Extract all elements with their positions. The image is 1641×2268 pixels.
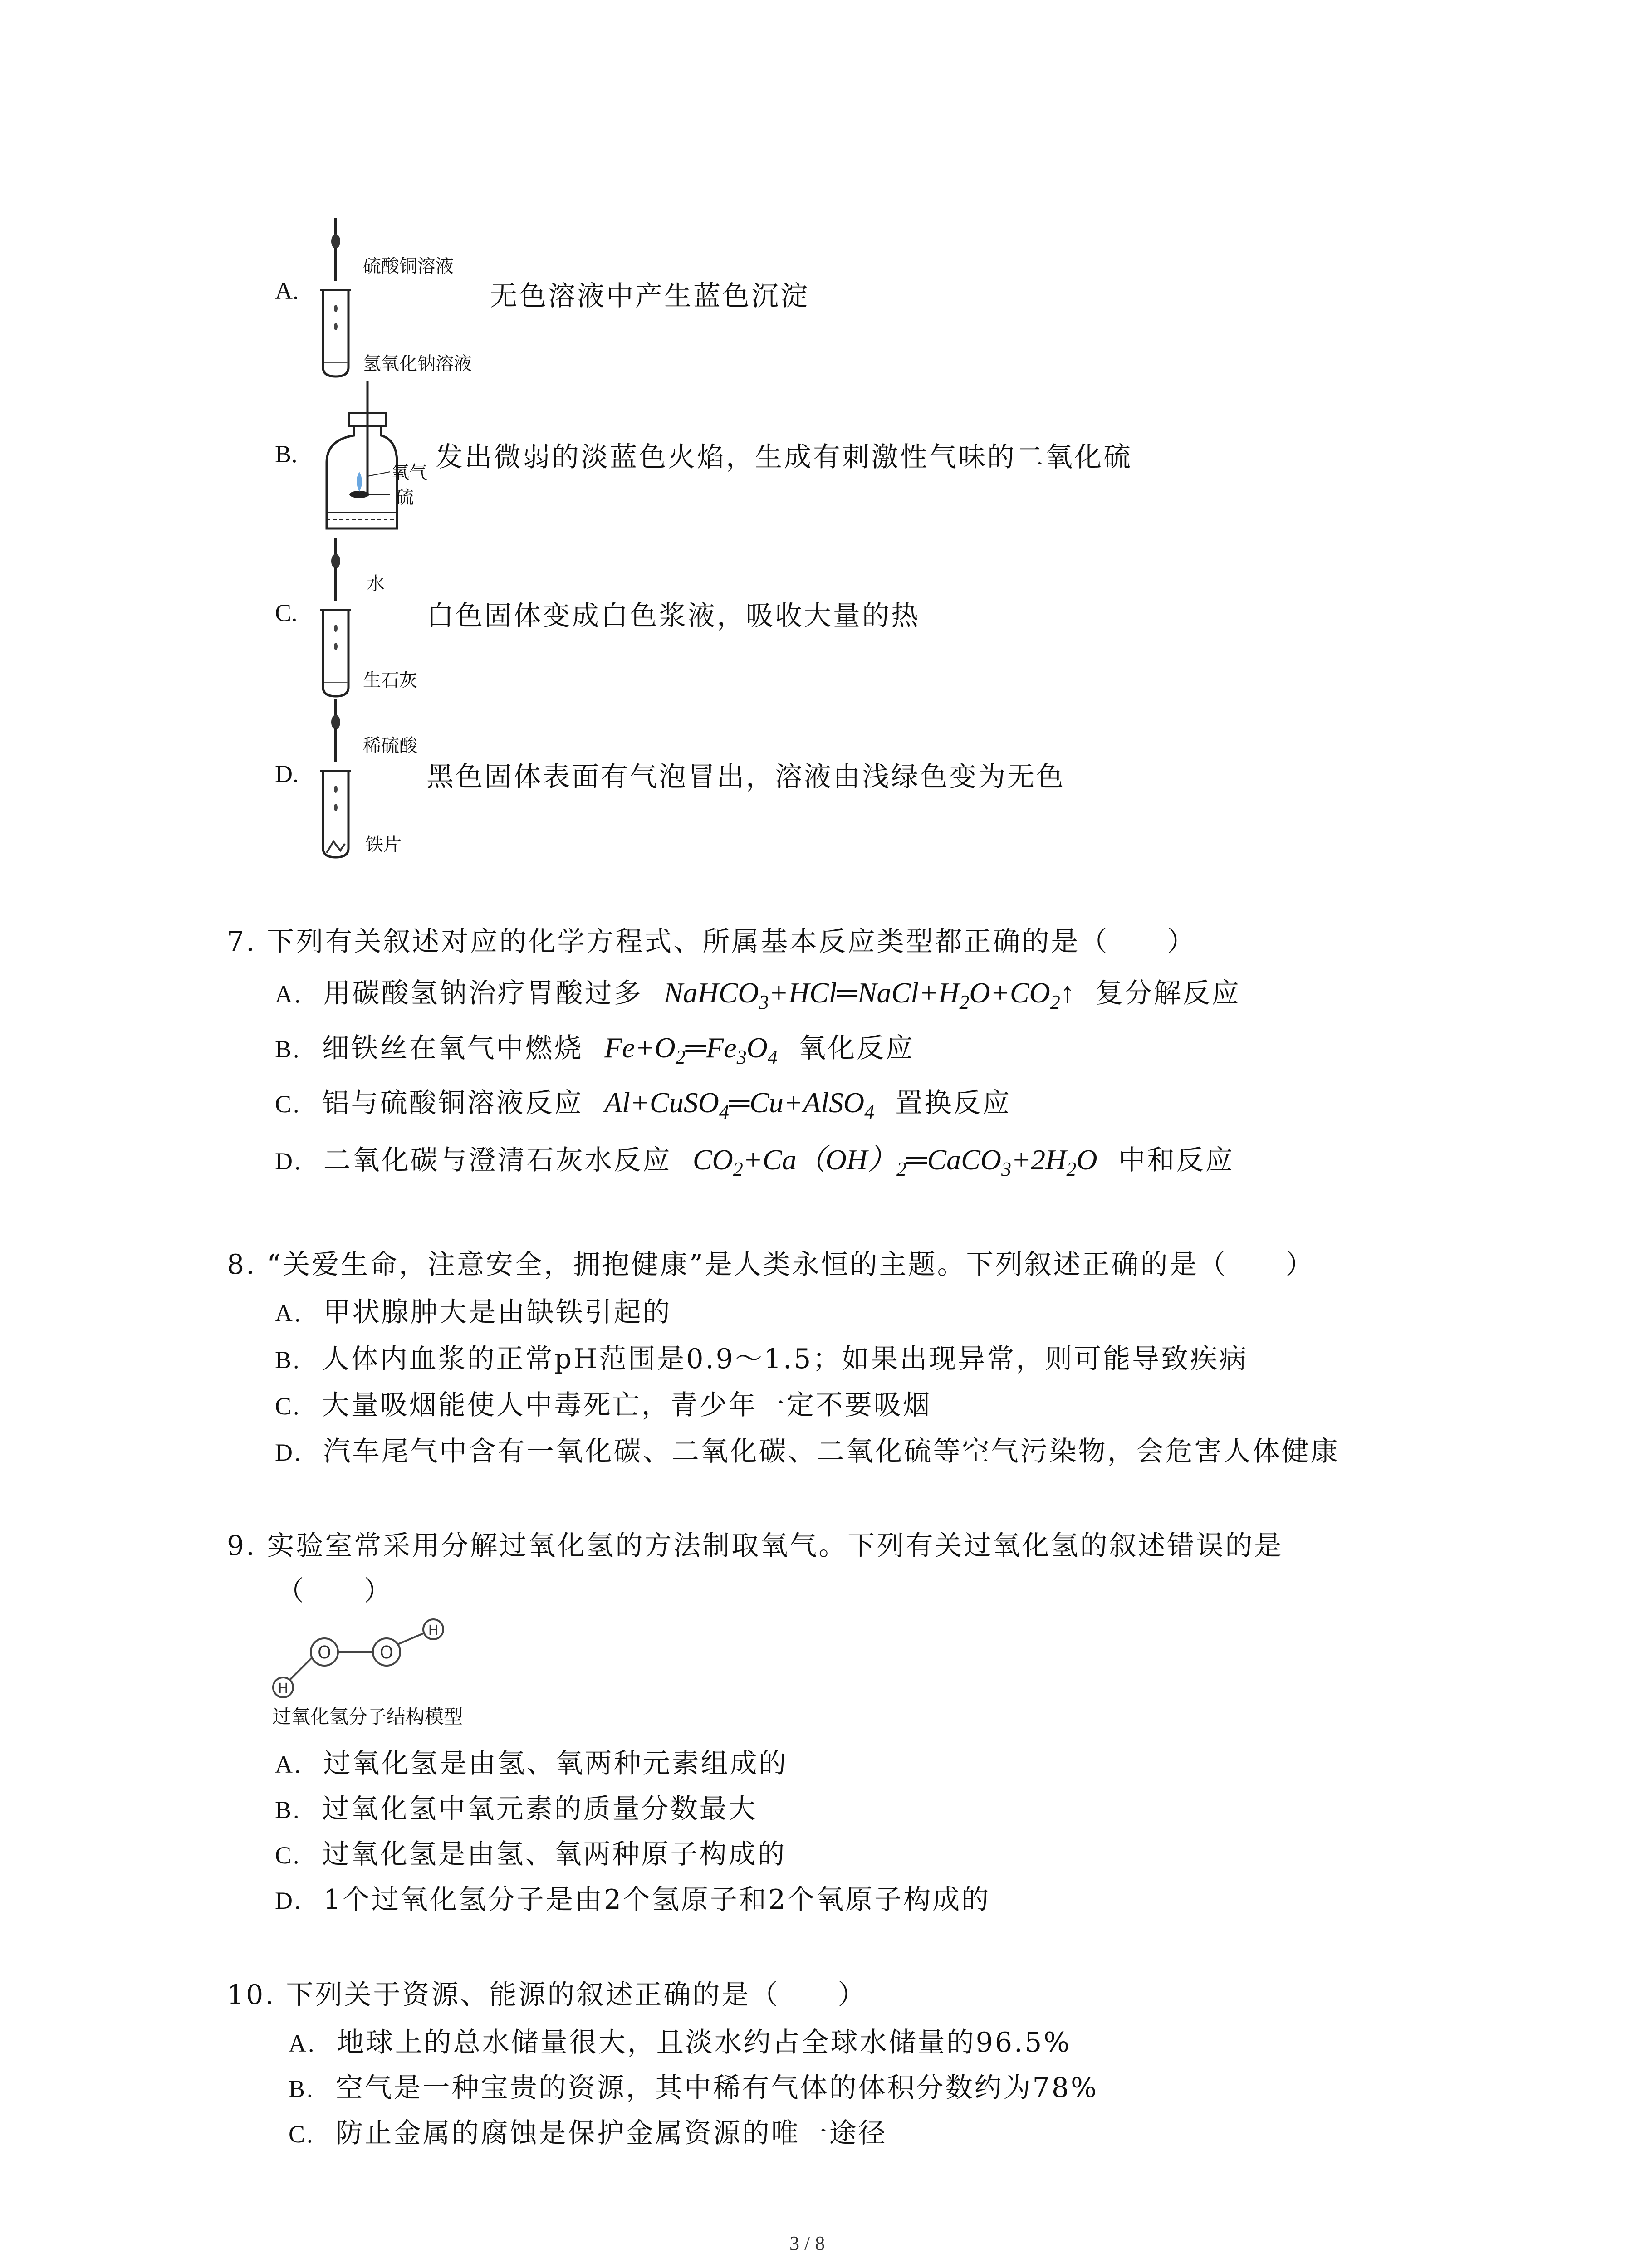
- q7-option-a-desc: 用碳酸氢钠治疗胃酸过多: [323, 978, 643, 1009]
- q10-option-a-text: 地球上的总水储量很大，且淡水约占全球水储量的96.5%: [337, 2027, 1072, 2058]
- question-10-stem: 10. 下列关于资源、能源的叙述正确的是（ ）: [227, 1979, 867, 2011]
- q8-option-b-text: 人体内血浆的正常pH范围是0.9～1.5；如果出现异常，则可能导致疾病: [322, 1343, 1249, 1375]
- option-letter-6b: B.: [275, 440, 298, 468]
- question-9-stem-paren: （ ）: [277, 1575, 393, 1607]
- option-letter-6a: A.: [275, 277, 299, 304]
- q9-option-a: [275, 1742, 788, 1781]
- q8-option-a: [275, 1290, 672, 1330]
- q7-option-d: [275, 1136, 1234, 1181]
- q7-option-c: [275, 1081, 1011, 1124]
- atom-h-2: H: [278, 1681, 289, 1696]
- label-dilute-sulfuric-acid: 稀硫酸: [363, 735, 417, 756]
- q7-option-b-equation: $Fe+O_2═Fe_3O_4$: [604, 1031, 778, 1068]
- q7-option-a-equation: $NaHCO_3+HCl═NaCl+H_2O+CO_2↑$: [663, 977, 1075, 1013]
- question-9-stem: 9. 实验室常采用分解过氧化氢的方法制取氧气。下列有关过氧化氢的叙述错误的是: [227, 1530, 1283, 1562]
- q9-option-a-text: 过氧化氢是由氢、氧两种元素组成的: [323, 1748, 788, 1779]
- label-sodium-hydroxide: 氢氧化钠溶液: [363, 353, 472, 374]
- q9-option-b-text: 过氧化氢中氧元素的质量分数最大: [322, 1793, 758, 1825]
- q7-option-a: [275, 972, 1241, 1014]
- q9-option-d-letter: D.: [275, 1887, 303, 1914]
- q7-option-b-type: 氧化反应: [798, 1032, 915, 1064]
- q7-option-b-letter: B.: [275, 1036, 301, 1063]
- question-8-stem: 8. “关爱生命，注意安全，拥抱健康”是人类永恒的主题。下列叙述正确的是（ ）: [227, 1249, 1315, 1281]
- q9-option-d-text: 1个过氧化氢分子是由2个氢原子和2个氧原子构成的: [323, 1884, 991, 1916]
- q10-option-a-letter: A.: [289, 2030, 316, 2057]
- atom-o-2: O: [380, 1642, 393, 1662]
- q8-option-a-text: 甲状腺肿大是由缺铁引起的: [323, 1296, 672, 1328]
- option-text-6c: 白色固体变成白色浆液，吸收大量的热: [426, 600, 920, 632]
- molecule-model-caption: 过氧化氢分子结构模型: [272, 1706, 463, 1728]
- q10-option-c: [289, 2112, 887, 2151]
- dropper-tube-apparatus-c: [313, 538, 367, 701]
- page-number: 3 / 8: [789, 2232, 825, 2254]
- option-text-6d: 黑色固体表面有气泡冒出，溶液由浅绿色变为无色: [426, 761, 1065, 793]
- q9-option-c-text: 过氧化氢是由氢、氧两种原子构成的: [322, 1838, 787, 1870]
- label-sulfur: 硫: [396, 487, 414, 508]
- q7-option-d-letter: D.: [275, 1148, 303, 1175]
- q7-option-b-desc: 细铁丝在氧气中燃烧: [322, 1032, 583, 1064]
- q7-option-b: [275, 1026, 915, 1069]
- q9-option-b-letter: B.: [275, 1796, 301, 1823]
- q7-option-c-desc: 铝与硫酸铜溶液反应: [322, 1087, 583, 1119]
- q10-option-b-text: 空气是一种宝贵的资源，其中稀有气体的体积分数约为78%: [335, 2072, 1099, 2104]
- hydrogen-peroxide-molecule-model: [272, 1615, 463, 1701]
- label-oxygen: 氧气: [391, 462, 427, 483]
- option-text-6b: 发出微弱的淡蓝色火焰，生成有刺激性气味的二氧化硫: [436, 441, 1132, 473]
- q7-option-c-equation: Al+CuSO$_4$═Cu+AlSO$_4$: [604, 1086, 875, 1123]
- q9-option-b: [275, 1787, 758, 1826]
- q8-option-c-text: 大量吸烟能使人中毒死亡，青少年一定不要吸烟: [322, 1389, 932, 1421]
- q7-option-c-type: 置换反应: [895, 1087, 1012, 1119]
- dropper-tube-apparatus-a: [313, 218, 367, 381]
- dropper-tube-apparatus-d: [313, 699, 367, 862]
- q9-option-a-letter: A.: [275, 1751, 303, 1778]
- q8-option-c-letter: C.: [275, 1393, 301, 1420]
- label-copper-sulfate: 硫酸铜溶液: [363, 256, 454, 277]
- q9-option-c: [275, 1833, 787, 1872]
- q8-option-b-letter: B.: [275, 1346, 301, 1374]
- q9-option-c-letter: C.: [275, 1842, 301, 1869]
- q10-option-b: [289, 2066, 1098, 2105]
- atom-h-1: H: [428, 1623, 439, 1638]
- q10-option-a: [289, 2021, 1071, 2060]
- q7-option-c-letter: C.: [275, 1090, 301, 1118]
- q7-option-d-type: 中和反应: [1118, 1144, 1234, 1176]
- question-7-stem: 7. 下列有关叙述对应的化学方程式、所属基本反应类型都正确的是（ ）: [227, 926, 1196, 958]
- q10-option-c-letter: C.: [289, 2121, 315, 2148]
- option-letter-6d: D.: [275, 760, 299, 787]
- q8-option-b: [275, 1337, 1248, 1376]
- q8-option-d: [275, 1430, 1340, 1469]
- label-iron-sheet: 铁片: [365, 834, 402, 855]
- q7-option-a-letter: A.: [275, 981, 303, 1008]
- atom-o-1: O: [318, 1642, 331, 1662]
- label-water: 水: [367, 573, 385, 594]
- q8-option-c: [275, 1383, 932, 1422]
- q7-option-a-type: 复分解反应: [1095, 978, 1241, 1009]
- q10-option-c-text: 防止金属的腐蚀是保护金属资源的唯一途径: [335, 2117, 887, 2149]
- label-quicklime: 生石灰: [363, 670, 417, 691]
- q8-option-d-letter: D.: [275, 1439, 303, 1466]
- q9-option-d: [275, 1878, 990, 1917]
- option-text-6a: 无色溶液中产生蓝色沉淀: [490, 280, 809, 312]
- q10-option-b-letter: B.: [289, 2075, 315, 2102]
- q7-option-d-desc: 二氧化碳与澄清石灰水反应: [323, 1144, 672, 1176]
- q8-option-a-letter: A.: [275, 1300, 303, 1327]
- q8-option-d-text: 汽车尾气中含有一氧化碳、二氧化碳、二氧化硫等空气污染物，会危害人体健康: [323, 1436, 1340, 1467]
- option-letter-6c: C.: [275, 599, 298, 626]
- q7-option-d-equation: $CO_2+Ca(OH)_2═CaCO_3+2H_2O$: [692, 1144, 1097, 1180]
